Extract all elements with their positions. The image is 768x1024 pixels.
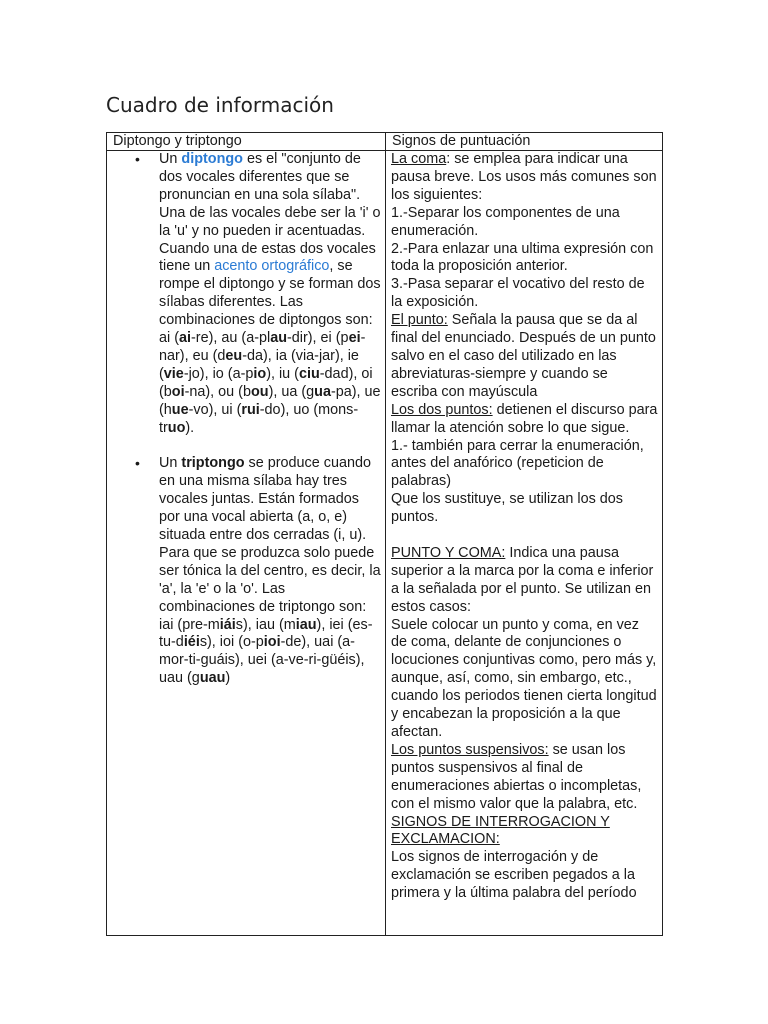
emphasis-text: rui	[241, 401, 260, 418]
bullet-list	[107, 151, 383, 688]
signos-puntuacion-cell	[386, 151, 663, 936]
dos-puntos-paragraph: Los dos puntos: detienen el discurso para llamar la atención sobre lo que sigue.	[391, 401, 658, 436]
emphasis-text: ei	[348, 330, 361, 347]
page-title: Cuadro de información	[106, 93, 334, 117]
emphasis-text: ai	[179, 330, 192, 347]
interrogacion-paragraph: Los signos de interrogación y de exclamación se escriben pegados a la primera y la última palabra del período	[391, 849, 637, 902]
coma-use-3: 3.-Pasa separar el vocativo del resto de la exposición.	[391, 276, 645, 311]
info-table	[106, 132, 663, 936]
emphasis-text: iau	[295, 616, 317, 633]
emphasis-text: SIGNOS DE INTERROGACION Y EXCLAMACION:	[391, 813, 610, 848]
interrogacion-heading	[391, 814, 658, 850]
emphasis-text: ioi	[263, 634, 281, 651]
coma-paragraph: La coma: se emplea para indicar una pausa breve. Los usos más comunes son los siguientes:	[391, 151, 657, 203]
spacer	[391, 527, 658, 545]
link-text[interactable]: acento ortográfico	[214, 258, 330, 275]
emphasis-text: Los puntos suspensivos:	[391, 741, 549, 758]
punto-y-coma-use: Suele colocar un punto y coma, en vez de coma, delante de conjunciones o locuciones conjuntivas como, pero más y, aunque, así, como, sin embargo, etc., cuando los periodos tienen cierta longitud y encabezan la proposición a la que afectan.	[391, 616, 657, 740]
link-text[interactable]: diptongo	[181, 151, 243, 167]
header-signos-puntuacion: Signos de puntuación	[386, 133, 663, 151]
puntos-suspensivos-paragraph: Los puntos suspensivos: se usan los puntos suspensivos al final de enumeraciones abiertas o incompletas, con el mismo valor que la palabra, etc.	[391, 741, 642, 812]
header-diptongo-triptongo: Diptongo y triptongo	[107, 133, 386, 151]
emphasis-text: io	[253, 365, 267, 382]
emphasis-text: uo	[167, 419, 186, 436]
emphasis-text: ua	[314, 383, 331, 400]
emphasis-text: au	[270, 330, 287, 347]
table-header-row	[107, 133, 663, 151]
emphasis-text: vie	[163, 365, 184, 382]
triptongo-bullet: • Un triptongo se produce cuando en una misma sílaba hay tres vocales juntas. Están formados por una vocal abierta (a, o, e) situada entre dos cerradas (i, u). Para que se produzca solo puede ser tónica la del centro, es decir, la 'a', la 'e' o la 'o'. Las combinaciones de triptongo son: iai (pre-miáis), iau (miau), iei (es-tu-diéis), ioi (o-pioi-de), uai (a-mor-ti-guáis), uei (a-ve-ri-güéis), uau (guau)	[159, 455, 383, 688]
table-row	[107, 151, 663, 936]
dos-puntos-use-1: 1.- también para cerrar la enumeración, antes del anafórico (repeticion de palabras)	[391, 437, 644, 490]
emphasis-text: uau	[199, 670, 226, 687]
coma-use-2: 2.-Para enlazar una ultima expresión con toda la proposición anterior.	[391, 240, 654, 275]
emphasis-text: ue	[171, 401, 189, 418]
emphasis-text: El punto:	[391, 312, 448, 329]
punto-y-coma-paragraph: PUNTO Y COMA: Indica una pausa superior a la marca por la coma e inferior a la señalada por el punto. Se utilizan en estos casos:	[391, 544, 654, 615]
emphasis-text: iéi	[183, 634, 200, 651]
emphasis-text: ciu	[298, 365, 320, 382]
emphasis-text: Los dos puntos:	[391, 401, 493, 418]
diptongo-triptongo-cell	[107, 151, 386, 936]
coma-use-1: 1.-Separar los componentes de una enumeración.	[391, 204, 620, 239]
emphasis-text: oi	[171, 383, 185, 400]
emphasis-text: PUNTO Y COMA:	[391, 544, 506, 561]
emphasis-text: eu	[225, 347, 243, 364]
emphasis-text: iái	[219, 616, 236, 633]
emphasis-text: La coma	[391, 151, 447, 167]
dos-puntos-use-2: Que los sustituye, se utilizan los dos puntos.	[391, 491, 623, 526]
punto-paragraph: El punto: Señala la pausa que se da al final del enunciado. Después de un punto salvo en el caso del utilizado en las abreviaturas-siempre y cuando se escriba con mayúscula	[391, 312, 656, 400]
emphasis-text: ou	[250, 383, 269, 400]
emphasis-text: triptongo	[181, 455, 245, 472]
diptongo-bullet: • Un diptongo es el "conjunto de dos vocales diferentes que se pronuncian en una sola sílaba". Una de las vocales debe ser la 'i' o la 'u' y no pueden ir acentuadas. Cuando una de estas dos vocales tiene un acento ortográfico, se rompe el diptongo y se forman dos sílabas diferentes. Las combinaciones de diptongos son: ai (ai-re), au (a-plau-dir), ei (pei-nar), eu (deu-da), ia (via-jar), ie (vie-jo), io (a-pio), iu (ciu-dad), oi (boi-na), ou (bou), ua (gua-pa), ue (hue-vo), ui (rui-do), uo (mons-truo).	[159, 151, 383, 438]
